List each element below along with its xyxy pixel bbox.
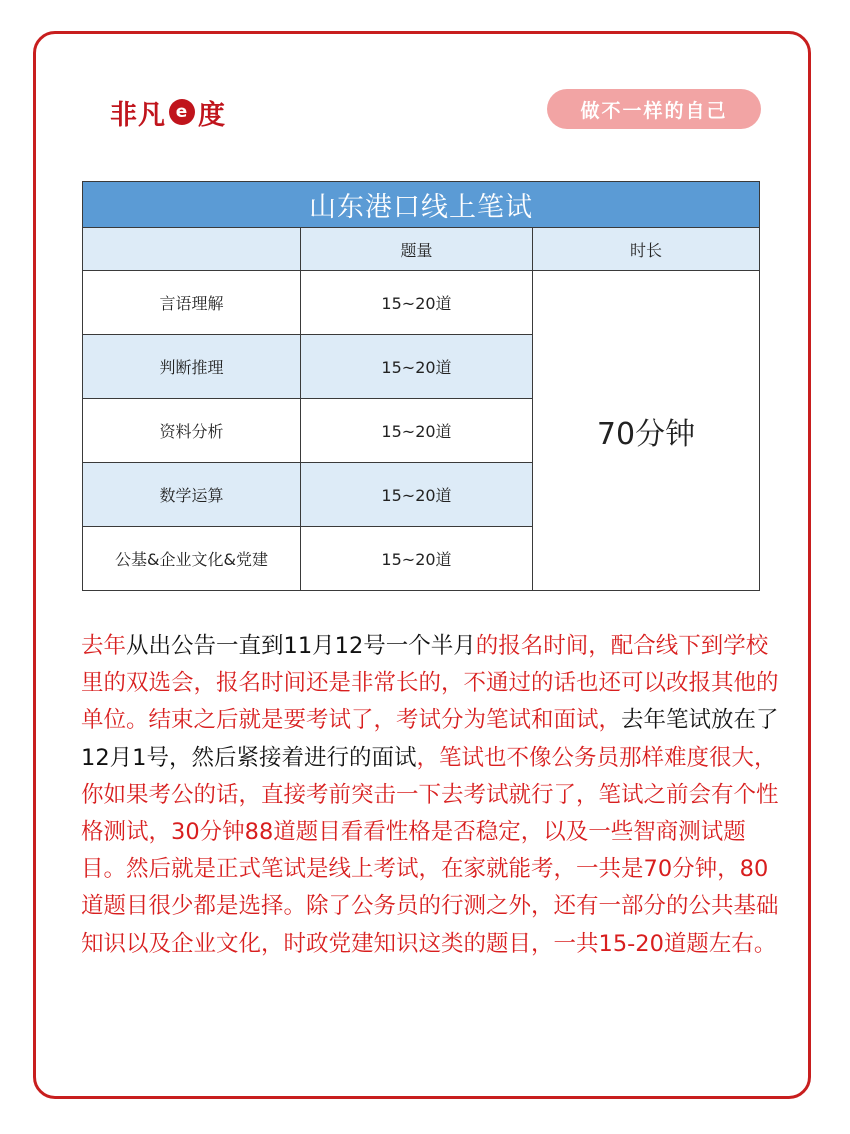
logo-e-icon: e [169, 99, 195, 125]
count-cell: 15~20道 [301, 335, 533, 399]
category-cell: 数学运算 [83, 463, 301, 527]
para-segment: 去年 [81, 633, 127, 659]
para-segment: 从出公告一直到11月12号一个半月 [126, 633, 476, 659]
table-row [83, 271, 760, 335]
count-cell: 15~20道 [301, 463, 533, 527]
header-duration: 时长 [533, 228, 760, 271]
exam-table [82, 181, 760, 591]
table-title: 山东港口线上笔试 [83, 182, 760, 228]
count-cell: 15~20道 [301, 527, 533, 591]
logo-text-part1: 非凡 [110, 99, 166, 131]
header-count: 题量 [301, 228, 533, 271]
category-cell: 判断推理 [83, 335, 301, 399]
category-cell: 公基&企业文化&党建 [83, 527, 301, 591]
count-cell: 15~20道 [301, 399, 533, 463]
header-empty [83, 228, 301, 271]
logo-text-part2: 度 [198, 99, 226, 131]
para-segment: 去年笔试放在了12月1号，然后紧接着进行的面试 [81, 707, 779, 771]
category-cell: 资料分析 [83, 399, 301, 463]
description-paragraph [81, 628, 781, 963]
count-cell: 15~20道 [301, 271, 533, 335]
para-segment: ，笔试也不像公务员那样难度很大，你如果考公的话，直接考前突击一下去考试就行了，笔试之前会有个性格测试，30分钟88道题目看看性格是否稳定，以及一些智商测试题目。然后就是正式笔试是线上考试，在家就能考，一共是70分钟，80道题目很少都是选择。除了公务员的行测之外，还有一部分的公共基础知识以及企业文化，时政党建知识这类的题目，一共15-20道题左右。 [81, 744, 779, 957]
slogan-badge: 做不一样的自己 [547, 89, 761, 129]
brand-logo [110, 94, 226, 130]
para-segment: 的报名时间，配合线下到学校里的双选会，报名时间还是非常长的，不通过的话也还可以改报其他的单位。结束之后就是要考试了，考试分为笔试和面试， [81, 633, 779, 734]
duration-cell: 70分钟 [533, 271, 760, 591]
category-cell: 言语理解 [83, 271, 301, 335]
